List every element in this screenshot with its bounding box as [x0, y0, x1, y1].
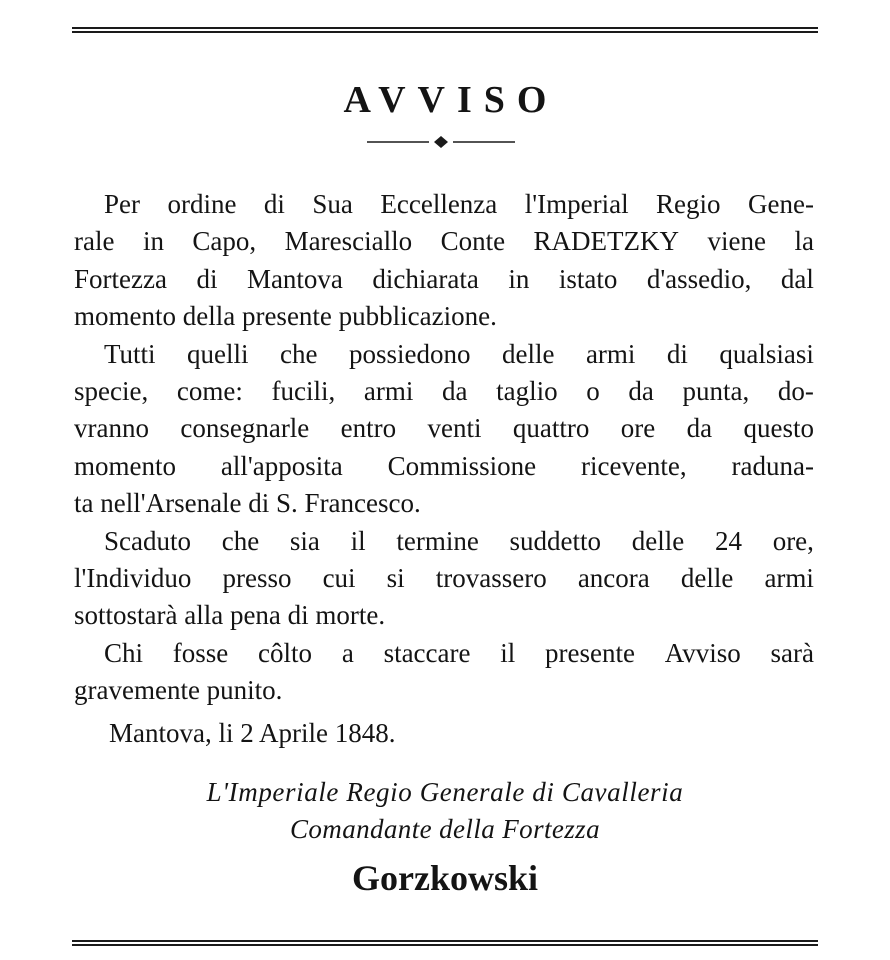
word: ore, — [772, 525, 814, 556]
word: staccare — [383, 637, 471, 668]
word: dal — [780, 263, 814, 294]
word: sia — [289, 525, 320, 556]
word: termine — [396, 525, 479, 556]
word: Maresciallo — [284, 226, 413, 257]
word: Per — [104, 189, 140, 219]
bottom-double-rule — [72, 940, 818, 946]
word: armi — [764, 562, 814, 593]
word: in — [142, 226, 164, 257]
paragraph-3 — [74, 523, 814, 635]
word: la — [794, 226, 814, 257]
word: Regio — [656, 189, 721, 219]
signer-role: Comandante della Fortezza — [290, 814, 600, 844]
text-line-last: momento della presente pubblicazione. — [74, 301, 497, 332]
word: all'apposita — [220, 450, 343, 481]
word: si — [386, 562, 405, 593]
word: che — [280, 338, 318, 369]
word: o — [586, 375, 600, 406]
word: RADETZKY — [533, 226, 680, 257]
word: vranno — [74, 413, 149, 444]
word: presso — [222, 562, 292, 593]
text-line — [74, 523, 814, 560]
word: specie, — [74, 375, 149, 406]
word: quattro — [512, 413, 590, 444]
text-line — [74, 635, 814, 672]
word: fucili, — [271, 375, 336, 406]
word: suddetto — [509, 525, 602, 556]
word: raduna- — [731, 450, 814, 481]
word: da — [628, 375, 654, 406]
word: ricevente, — [580, 450, 687, 481]
notice-body — [74, 186, 814, 709]
word: rale — [74, 226, 115, 257]
word: consegnarle — [180, 413, 310, 444]
word: Fortezza — [74, 263, 167, 294]
signer-rank: L'Imperiale Regio Generale di Cavalleria — [206, 777, 684, 807]
word: Capo, — [192, 226, 257, 257]
word: di — [196, 263, 218, 294]
signer-name: Gorzkowski — [351, 858, 538, 898]
word: momento — [74, 450, 176, 481]
word: trovassero — [435, 562, 547, 593]
word: qualsiasi — [719, 338, 814, 369]
word: armi — [585, 338, 636, 369]
text-line-last: sottostarà alla pena di morte. — [74, 600, 386, 631]
word: do- — [777, 375, 814, 406]
word: questo — [743, 413, 814, 444]
word: da — [441, 375, 468, 406]
word: cui — [322, 562, 356, 593]
text-line — [74, 373, 814, 410]
word: Tutti — [104, 338, 156, 369]
word: delle — [680, 562, 734, 593]
word: il — [500, 637, 516, 668]
word: Avviso — [664, 637, 741, 668]
word: a — [341, 637, 354, 668]
word: Chi — [104, 637, 144, 668]
word: punta, — [682, 375, 750, 406]
word: ordine — [167, 189, 237, 219]
word: armi — [363, 375, 414, 406]
text-line — [74, 560, 814, 597]
word: 24 — [714, 525, 742, 556]
top-double-rule — [72, 27, 818, 33]
text-line-last: gravemente punito. — [74, 675, 283, 706]
word: d'assedio, — [646, 263, 752, 294]
word: come: — [176, 375, 243, 406]
word: di — [666, 338, 688, 369]
text-line — [74, 448, 814, 485]
word: che — [221, 525, 260, 556]
word: sarà — [770, 637, 814, 668]
word: taglio — [496, 375, 558, 406]
word: Scaduto — [104, 525, 191, 556]
word: quelli — [187, 338, 249, 369]
word: Conte — [440, 226, 506, 257]
text-line — [74, 223, 814, 260]
word: viene — [707, 226, 766, 257]
text-line-last: ta nell'Arsenale di S. Francesco. — [74, 488, 421, 519]
word: Mantova — [246, 263, 343, 294]
word: Sua — [312, 189, 353, 219]
text-line — [74, 336, 814, 373]
text-line — [74, 261, 814, 298]
word: possiedono — [348, 338, 471, 369]
paragraph-2 — [74, 336, 814, 523]
word: delle — [631, 525, 685, 556]
word: côlto — [258, 637, 313, 668]
word: di — [263, 189, 285, 219]
word: l'Imperial — [524, 189, 629, 219]
word: da — [686, 413, 713, 444]
date-line: Mantova, li 2 Aprile 1848. — [109, 718, 396, 748]
word: Gene- — [748, 189, 814, 219]
word: entro — [340, 413, 397, 444]
paragraph-1 — [74, 186, 814, 336]
word: delle — [501, 338, 555, 369]
text-line — [74, 186, 814, 223]
word: istato — [558, 263, 618, 294]
word: l'Individuo — [74, 562, 192, 593]
word: Commissione — [387, 450, 537, 481]
word: presente — [545, 637, 635, 668]
word: il — [350, 525, 366, 556]
word: ore — [620, 413, 656, 444]
word: ancora — [577, 562, 650, 593]
word: Eccellenza — [380, 189, 498, 219]
notice-title: AVVISO — [343, 79, 559, 121]
diamond-ornament-icon — [367, 134, 515, 150]
text-line — [74, 410, 814, 447]
paragraph-4 — [74, 635, 814, 710]
word: dichiarata — [372, 263, 479, 294]
word: in — [508, 263, 530, 294]
word: venti — [427, 413, 482, 444]
word: fosse — [172, 637, 229, 668]
